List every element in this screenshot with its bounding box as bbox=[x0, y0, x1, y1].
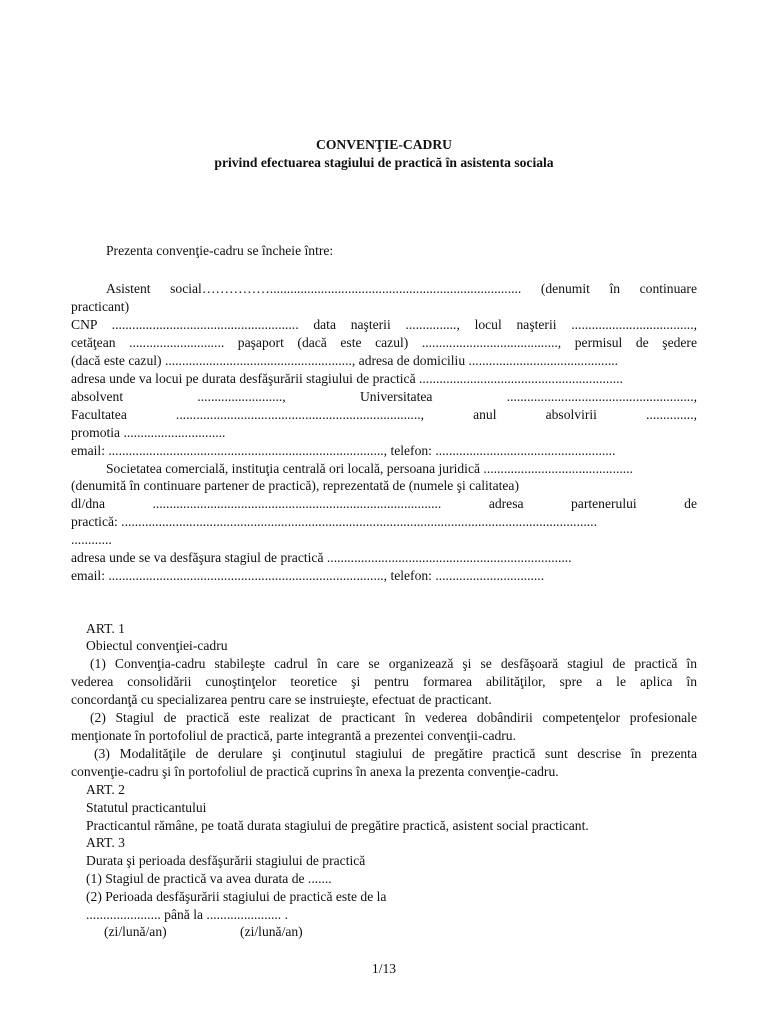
article-subheading: Statutul practicantului bbox=[86, 800, 207, 815]
party-line: promotia .............................. bbox=[71, 425, 226, 440]
article-subheading: Obiectul convenţiei-cadru bbox=[86, 638, 228, 653]
article-heading: ART. 3 bbox=[86, 835, 125, 850]
article-text: vederea consolidării cunoştinţelor teoretice şi pentru formarea abilităţilor, spre a le aplica în bbox=[71, 674, 697, 689]
article-heading: ART. 2 bbox=[86, 782, 125, 797]
article-text: (3) Modalităţile de derulare şi conţinutul stagiului de pregătire practică sunt descrise în prezenta bbox=[94, 746, 697, 761]
party-line: ............ bbox=[71, 532, 112, 547]
document-title: CONVENŢIE-CADRU bbox=[316, 137, 452, 152]
article-text: Practicantul rămâne, pe toată durata stagiului de pregătire practică, asistent social practicant. bbox=[86, 818, 589, 833]
article-text: concordanţă cu specializarea pentru care se instruieşte, efectuat de practicant. bbox=[71, 692, 492, 707]
party-line: Facultatea ........................................................................, anul absolvirii .............., bbox=[71, 407, 697, 422]
intro-text: Prezenta convenţie-cadru se încheie între: bbox=[106, 243, 334, 258]
party-line: adresa unde va locui pe durata desfăşurării stagiului de practică ............................................................ bbox=[71, 371, 623, 386]
party-line: Societatea comercială, instituţia centrală ori locală, persoana juridică ............................................ bbox=[106, 461, 633, 476]
article-text: (1) Stagiul de practică va avea durata de ....... bbox=[86, 871, 332, 886]
article-heading: ART. 1 bbox=[86, 621, 125, 636]
party-line: dl/dna ..................................................................................... adresa partenerului de bbox=[71, 496, 697, 511]
article-text: (1) Convenţia-cadru stabileşte cadrul în care se organizează şi se desfăşoară stagiul de practică în bbox=[90, 656, 697, 671]
party-line: email: ................................................................................., telefon: ................................ bbox=[71, 568, 545, 583]
date-format-hint: (zi/lună/an) (zi/lună/an) bbox=[104, 924, 303, 939]
date-fill-line: ...................... până la ...................... . bbox=[86, 907, 288, 922]
article-subheading: Durata şi perioada desfăşurării stagiului de practică bbox=[86, 853, 366, 868]
article-text: (2) Stagiul de practică este realizat de practicant în vederea dobândirii competenţelor profesionale bbox=[90, 710, 697, 725]
party-line: email: ................................................................................., telefon: ..................................................... bbox=[71, 443, 616, 458]
document-subtitle: privind efectuarea stagiului de practică în asistenta sociala bbox=[214, 155, 554, 170]
article-text: convenţie-cadru şi în portofoliul de practică cuprins în anexa la prezenta convenţie-cadru. bbox=[71, 764, 559, 779]
party-line: Asistent social…………….......................................................................... (denumit în continuare bbox=[106, 281, 697, 296]
page-number: 1/13 bbox=[371, 961, 397, 976]
article-text: (2) Perioada desfăşurării stagiului de practică este de la bbox=[86, 889, 387, 904]
party-line: CNP ....................................................... data naşterii ..............., locul naşterii ...................................., bbox=[71, 317, 697, 332]
party-line: (dacă este cazul) ......................................................., adresa de domiciliu ............................................ bbox=[71, 353, 619, 368]
article-text: menţionate în portofoliul de practică, parte integrantă a prezentei convenţii-cadru. bbox=[71, 728, 516, 743]
party-line: absolvent ........................., Universitatea ......................................................., bbox=[71, 389, 697, 404]
party-line: (denumită în continuare partener de practică), reprezentată de (numele şi calitatea) bbox=[71, 478, 519, 493]
party-line: adresa unde se va desfăşura stagiul de practică ........................................................................ bbox=[71, 550, 572, 565]
party-line: practică: ............................................................................................................................................ bbox=[71, 514, 597, 529]
party-line: cetăţean ............................ paşaport (dacă este cazul) ........................................, permisul de şedere bbox=[71, 335, 697, 350]
party-line: practicant) bbox=[71, 299, 130, 314]
